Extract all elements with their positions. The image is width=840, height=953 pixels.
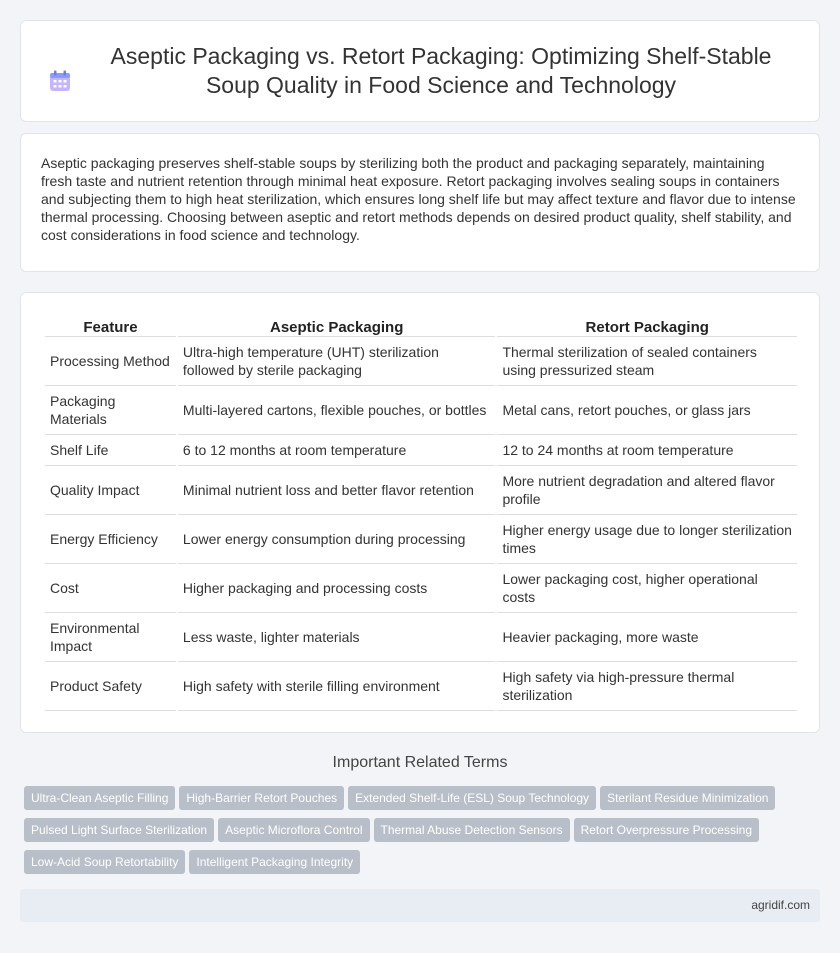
footer-site-link[interactable]: agridif.com: [751, 898, 810, 912]
intro-card: [20, 133, 820, 272]
retort-cell: Higher energy usage due to longer sterilization times: [497, 515, 797, 564]
aseptic-cell: Higher packaging and processing costs: [178, 564, 496, 613]
aseptic-cell: Less waste, lighter materials: [178, 613, 496, 662]
intro-paragraph: Aseptic packaging preserves shelf-stable soups by sterilizing both the product and packaging separately, maintaining fresh taste and nutrient retention through minimal heat exposure. Retort packaging involves sealing soups in containers and subjecting them to high heat sterilization, which ensures long shelf life but may affect texture and flavor due to intense thermal processing. Choosing between aseptic and retort methods depends on desired product quality, shelf stability, and cost considerations in food science and technology.: [41, 155, 796, 243]
aseptic-cell: Ultra-high temperature (UHT) sterilization followed by sterile packaging: [178, 337, 496, 386]
term-tag[interactable]: Ultra-Clean Aseptic Filling: [24, 786, 175, 810]
feature-cell: Cost: [45, 564, 176, 613]
table-header-row: [45, 313, 797, 337]
feature-cell: Shelf Life: [45, 435, 176, 466]
related-terms-list: [24, 786, 824, 882]
feature-cell: Packaging Materials: [45, 386, 176, 435]
term-tag[interactable]: Aseptic Microflora Control: [218, 818, 369, 842]
header-feature: Feature: [45, 313, 176, 337]
header-aseptic: Aseptic Packaging: [178, 313, 496, 337]
feature-cell: Environmental Impact: [45, 613, 176, 662]
term-tag[interactable]: Intelligent Packaging Integrity: [189, 850, 360, 874]
footer: [20, 889, 820, 922]
retort-cell: More nutrient degradation and altered flavor profile: [497, 466, 797, 515]
retort-cell: 12 to 24 months at room temperature: [497, 435, 797, 466]
retort-cell: High safety via high-pressure thermal sterilization: [497, 662, 797, 711]
retort-cell: Thermal sterilization of sealed containers using pressurized steam: [497, 337, 797, 386]
table-row: [45, 435, 797, 466]
retort-cell: Heavier packaging, more waste: [497, 613, 797, 662]
aseptic-cell: Multi-layered cartons, flexible pouches, or bottles: [178, 386, 496, 435]
term-tag[interactable]: High-Barrier Retort Pouches: [179, 786, 344, 810]
comparison-table-card: [20, 292, 820, 733]
term-tag[interactable]: Retort Overpressure Processing: [574, 818, 759, 842]
feature-cell: Quality Impact: [45, 466, 176, 515]
related-terms-heading: Important Related Terms: [332, 754, 508, 771]
retort-cell: Lower packaging cost, higher operational costs: [497, 564, 797, 613]
term-tag[interactable]: Low-Acid Soup Retortability: [24, 850, 185, 874]
feature-cell: Processing Method: [45, 337, 176, 386]
header-retort: Retort Packaging: [497, 313, 797, 337]
term-tag[interactable]: Thermal Abuse Detection Sensors: [374, 818, 570, 842]
page-title: Aseptic Packaging vs. Retort Packaging: Optimizing Shelf-Stable Soup Quality in Food Science and Technology: [110, 43, 772, 98]
table-row: [45, 386, 797, 435]
aseptic-cell: Minimal nutrient loss and better flavor retention: [178, 466, 496, 515]
aseptic-cell: Lower energy consumption during processing: [178, 515, 496, 564]
aseptic-cell: 6 to 12 months at room temperature: [178, 435, 496, 466]
feature-cell: Energy Efficiency: [45, 515, 176, 564]
table-row: [45, 662, 797, 711]
table-row: [45, 564, 797, 613]
table-row: [45, 515, 797, 564]
retort-cell: Metal cans, retort pouches, or glass jars: [497, 386, 797, 435]
table-row: [45, 466, 797, 515]
table-row: [45, 337, 797, 386]
term-tag[interactable]: Sterilant Residue Minimization: [600, 786, 775, 810]
calendar-icon: [49, 70, 71, 92]
feature-cell: Product Safety: [45, 662, 176, 711]
table-row: [45, 613, 797, 662]
title-card: [20, 20, 820, 122]
term-tag[interactable]: Pulsed Light Surface Sterilization: [24, 818, 214, 842]
aseptic-cell: High safety with sterile filling environment: [178, 662, 496, 711]
comparison-table: [43, 313, 799, 711]
term-tag[interactable]: Extended Shelf-Life (ESL) Soup Technology: [348, 786, 596, 810]
